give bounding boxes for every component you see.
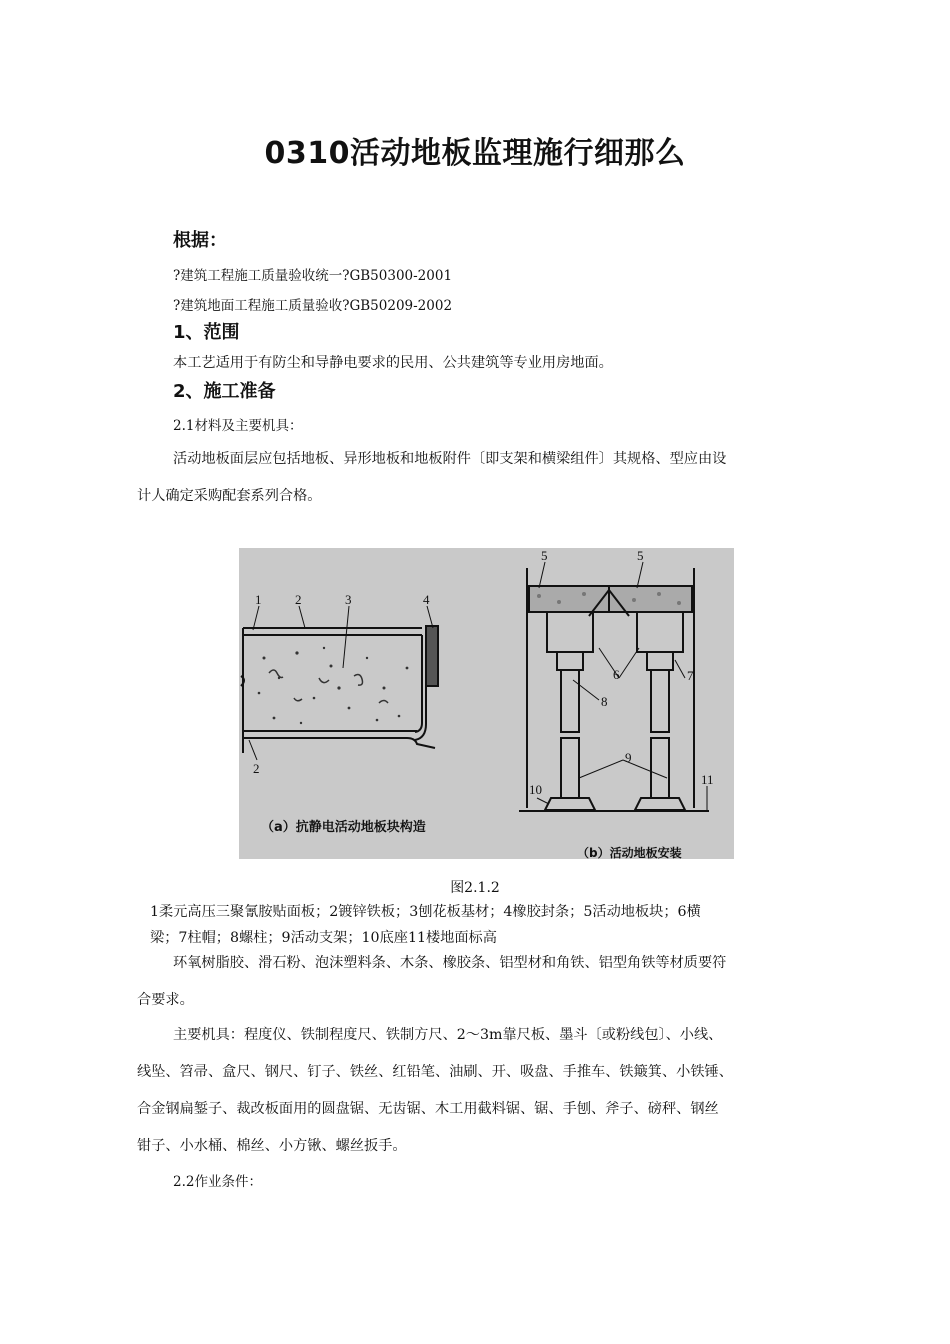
section-heading-preparation: 2、施工准备 <box>173 381 276 402</box>
diagram-caption-a: （a）抗静电活动地板块构造 <box>261 820 426 835</box>
reference-item: ?建筑地面工程施工质量验收?GB50209-2002 <box>173 298 453 314</box>
floor-diagram <box>239 548 734 859</box>
diagram-label: 3 <box>345 592 352 607</box>
reference-item: ?建筑工程施工质量验收统一?GB50300-2001 <box>173 268 453 284</box>
diagram-label: 9 <box>625 750 632 765</box>
diagram-label: 2 <box>295 592 302 607</box>
diagram-label: 5 <box>637 548 644 563</box>
diagram-label: 7 <box>687 668 694 683</box>
paragraph-line: 主要机具：程度仪、铁制程度尺、铁制方尺、2～3m靠尺板、墨斗〔或粉线包〕、小线、 <box>173 1027 723 1043</box>
subsection-heading: 2.1材料及主要机具： <box>173 418 303 434</box>
paragraph-line: 计人确定采购配套系列合格。 <box>137 488 322 504</box>
diagram-label: 2 <box>253 761 260 776</box>
figure-legend-line: 梁；7柱帽；8螺柱；9活动支架；10底座11楼地面标高 <box>150 930 497 946</box>
document-title: 0310活动地板监理施行细那么 <box>264 136 686 171</box>
diagram-caption-b: （b）活动地板安装 <box>577 846 682 859</box>
section-heading-scope: 1、范围 <box>173 322 240 343</box>
diagram-label: 10 <box>529 782 542 797</box>
paragraph-line: 合要求。 <box>137 992 194 1008</box>
diagram-label: 4 <box>423 592 430 607</box>
basis-heading: 根据： <box>173 230 227 251</box>
paragraph-line: 线坠、笤帚、盒尺、钢尺、钉子、铁丝、红铅笔、油刷、开、吸盘、手推车、铁簸箕、小铁锤、 <box>137 1064 733 1080</box>
subsection-heading: 2.2作业条件： <box>173 1174 262 1190</box>
paragraph-line: 合金钢扁錾子、裁改板面用的圆盘锯、无齿锯、木工用截料锯、锯、手刨、斧子、磅秤、钢丝 <box>137 1101 719 1117</box>
paragraph-line: 活动地板面层应包括地板、异形地板和地板附件〔即支架和横梁组件〕其规格、型应由设 <box>173 451 727 467</box>
paragraph-line: 环氧树脂胶、滑石粉、泡沫塑料条、木条、橡胶条、铝型材和角铁、铝型角铁等材质要符 <box>173 955 727 971</box>
diagram-label: 8 <box>601 694 608 709</box>
floor-diagram-figure <box>239 548 734 859</box>
paragraph-line: 钳子、小水桶、棉丝、小方锹、螺丝扳手。 <box>137 1138 407 1154</box>
diagram-label: 5 <box>541 548 548 563</box>
diagram-label: 11 <box>701 772 714 787</box>
figure-caption: 图2.1.2 <box>450 880 500 896</box>
scope-text: 本工艺适用于有防尘和导静电要求的民用、公共建筑等专业用房地面。 <box>173 355 613 371</box>
diagram-label: 1 <box>255 592 262 607</box>
diagram-label: 6 <box>613 667 620 682</box>
figure-legend-line: 1柔元高压三聚氰胺贴面板；2镀锌铁板；3刨花板基材；4橡胶封条；5活动地板块；6横 <box>150 904 701 920</box>
